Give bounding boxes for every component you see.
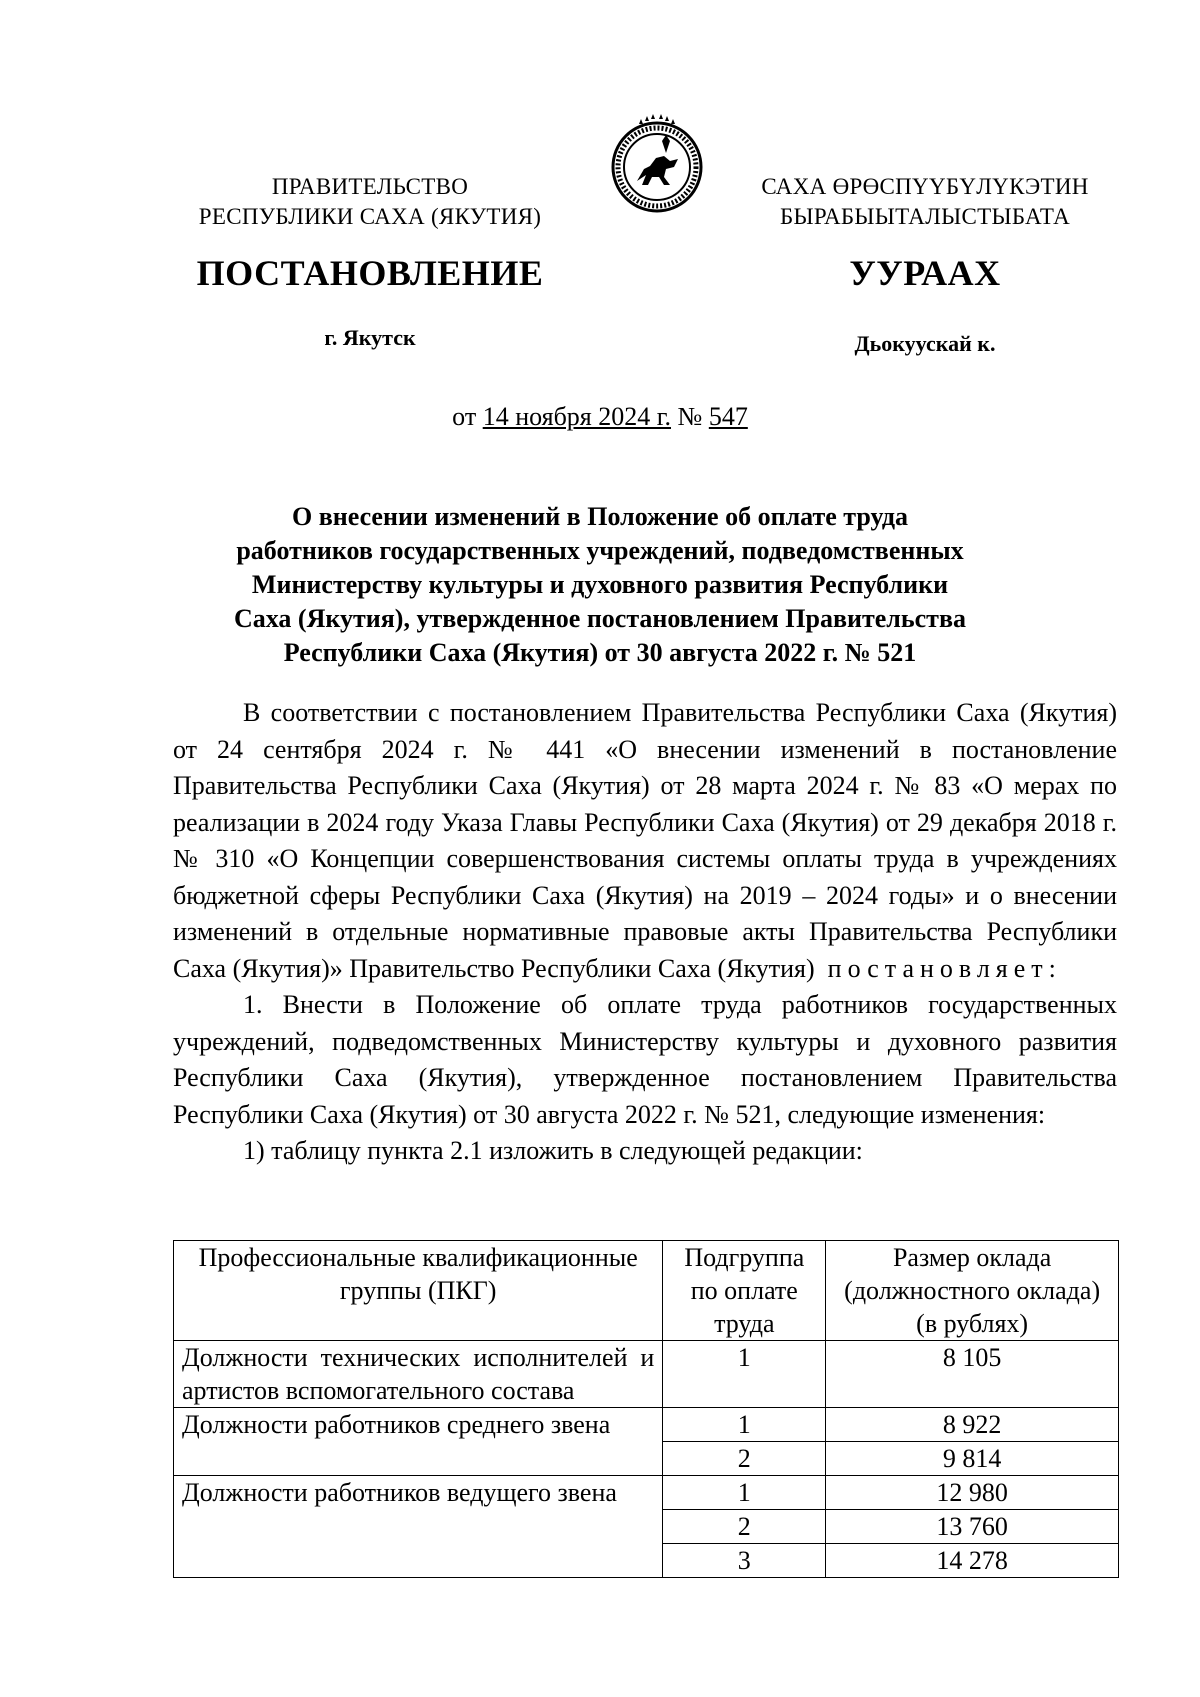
coat-of-arms-emblem xyxy=(604,111,710,217)
issuer-sakha-line1: САХА ӨРӨСПҮҮБҮЛҮКЭТИН xyxy=(761,174,1089,199)
table-row xyxy=(174,1476,1119,1510)
header-pkg: Профессиональные квалификационные группы (ПКГ) xyxy=(174,1241,663,1341)
subgroup-cell: 2 xyxy=(663,1442,826,1476)
subgroup-cell: 1 xyxy=(663,1341,826,1408)
city-ru: г. Якутск xyxy=(324,325,416,350)
subgroup-cell: 1 xyxy=(663,1408,826,1442)
salary-cell: 9 814 xyxy=(826,1442,1119,1476)
salary-table xyxy=(173,1240,1119,1578)
salary-cell: 12 980 xyxy=(826,1476,1119,1510)
date-number-line xyxy=(0,402,1200,432)
number-sign: № xyxy=(677,402,703,431)
header-subgroup: Подгруппа по оплате труда xyxy=(663,1241,826,1341)
issuer-ru-line1: ПРАВИТЕЛЬСТВО xyxy=(271,174,469,199)
issuer-sakha xyxy=(735,172,1115,232)
subgroup-cell: 2 xyxy=(663,1510,826,1544)
salary-cell: 8 922 xyxy=(826,1408,1119,1442)
document-title xyxy=(180,500,1020,670)
group-name: Должности работников ведущего звена xyxy=(174,1476,663,1578)
title-line: Министерству культуры и духовного развития Республики xyxy=(251,570,949,599)
date-prefix: от xyxy=(452,402,477,431)
header-salary: Размер оклада (должностного оклада) (в рублях) xyxy=(826,1241,1119,1341)
title-line: О внесении изменений в Положение об оплате труда xyxy=(291,502,909,531)
subgroup-cell: 3 xyxy=(663,1544,826,1578)
salary-cell: 8 105 xyxy=(826,1341,1119,1408)
salary-cell: 14 278 xyxy=(826,1544,1119,1578)
preamble-paragraph xyxy=(173,695,1117,987)
title-line: Республики Саха (Якутия) от 30 августа 2022 г. № 521 xyxy=(283,638,917,667)
doc-type-ru: ПОСТАНОВЛЕНИЕ xyxy=(196,253,544,293)
title-line: Саха (Якутия), утвержденное постановлением Правительства xyxy=(234,604,966,633)
table-row xyxy=(174,1408,1119,1442)
preamble-text: В соответствии с постановлением Правительства Республики Саха (Якутия) от 24 сентября 2024 г. № 441 «О внесении изменений в постановление Правительства Республики Саха (Якутия) от 28 марта 2024 г. № 83 «О мерах по реализации в 2024 году Указа Главы Республики Саха (Якутия) от 29 декабря 2018 г. № 310 «О Концепции совершенствования системы оплаты труда в учреждениях бюджетной сферы Республики Саха (Якутия) на 2019 – 2024 годы» и о внесении изменений в отдельные нормативные правовые акты Правительства Республики Саха (Якутия)» Правительство Республики Саха (Якутия) xyxy=(173,698,1117,983)
issuer-ru-line2: РЕСПУБЛИКИ САХА (ЯКУТИЯ) xyxy=(198,204,542,229)
issuer-sakha-line2: БЫРАБЫЫТАЛЫСТЫБАТА xyxy=(779,204,1071,229)
resolves-word: постановляет: xyxy=(827,953,1062,983)
item-1-paragraph: 1. Внести в Положение об оплате труда работников государственных учреждений, подведомственных Министерству культуры и духовного развития Республики Саха (Якутия), утвержденное постановлением Правительства Республики Саха (Якутия) от 30 августа 2022 г. № 521, следующие изменения: xyxy=(173,990,1117,1129)
group-name: Должности технических исполнителей и артистов вспомогательного состава xyxy=(174,1341,663,1408)
table-header-row xyxy=(174,1241,1119,1341)
document-body xyxy=(173,695,1117,1170)
salary-cell: 13 760 xyxy=(826,1510,1119,1544)
issuer-ru xyxy=(170,172,570,232)
title-line: работников государственных учреждений, подведомственных xyxy=(236,536,964,565)
table-row xyxy=(174,1341,1119,1408)
city-sakha: Дьокуускай к. xyxy=(854,331,996,356)
group-name: Должности работников среднего звена xyxy=(174,1408,663,1476)
document-number: 547 xyxy=(708,402,748,431)
doc-type-sakha: УУРААХ xyxy=(849,253,1001,293)
subgroup-cell: 1 xyxy=(663,1476,826,1510)
item-1-1-paragraph: 1) таблицу пункта 2.1 изложить в следующей редакции: xyxy=(243,1136,863,1165)
document-date: 14 ноября 2024 г. xyxy=(482,402,671,431)
